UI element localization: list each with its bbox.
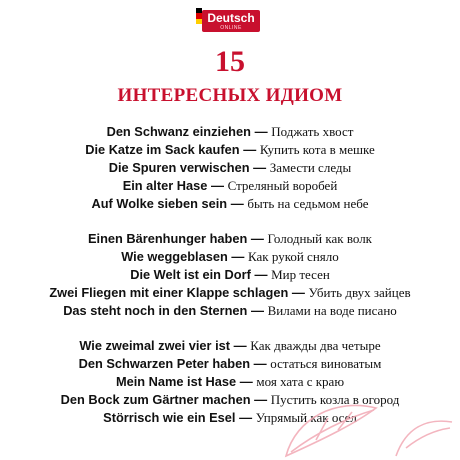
russian-translation: Пустить козла в огород [270,392,400,407]
german-idiom: Den Bock zum Gärtner machen [60,392,251,407]
separator-dash: — [210,178,224,193]
separator-dash: — [239,410,253,425]
separator-dash: — [239,374,253,389]
russian-translation: Замести следы [269,160,352,175]
idiom-list [0,123,460,444]
idiom-row [0,302,460,320]
page-title: ИНТЕРЕСНЫХ ИДИОМ [117,85,343,106]
separator-dash: — [233,338,247,353]
russian-translation: Купить кота в мешке [259,142,375,157]
german-idiom: Das steht noch in den Sternen [63,303,248,318]
separator-dash: — [250,303,264,318]
idiom-row [0,266,460,284]
idiom-row [0,123,460,141]
idiom-row [0,248,460,266]
idiom-row [0,177,460,195]
german-idiom: Einen Bärenhunger haben [88,231,248,246]
separator-dash: — [254,124,268,139]
german-idiom: Mein Name ist Hase [115,374,237,389]
idiom-row [0,355,460,373]
russian-translation: моя хата с краю [256,374,345,389]
german-idiom: Störrisch wie ein Esel [103,410,236,425]
separator-dash: — [253,160,267,175]
russian-translation: Как дважды два четыре [250,338,381,353]
idiom-group [0,123,460,213]
deutsch-online-logo [196,8,264,34]
russian-translation: Мир тесен [271,267,330,282]
russian-translation: Поджать хвост [271,124,354,139]
german-idiom: Wie weggeblasen [121,249,228,264]
idiom-row [0,337,460,355]
logo-word: Deutsch [207,11,255,25]
separator-dash: — [253,356,267,371]
russian-translation: Убить двух зайцев [308,285,411,300]
german-idiom: Ein alter Hase [122,178,208,193]
german-idiom: Zwei Fliegen mit einer Klappe schlagen [49,285,289,300]
logo-badge [202,10,260,32]
russian-translation: остаться виноватым [270,356,382,371]
idiom-row [0,373,460,391]
separator-dash: — [230,196,244,211]
german-idiom: Die Spuren verwischen [108,160,250,175]
idiom-row [0,195,460,213]
separator-dash: — [250,231,264,246]
idiom-row [0,230,460,248]
german-idiom: Wie zweimal zwei vier ist [79,338,231,353]
russian-translation: Как рукой сняло [248,249,339,264]
german-idiom: Auf Wolke sieben sein [91,196,228,211]
idiom-row [0,409,460,427]
idiom-row [0,141,460,159]
russian-translation: Стреляный воробей [227,178,338,193]
idiom-group [0,337,460,427]
separator-dash: — [231,249,245,264]
german-idiom: Die Welt ist ein Dorf [130,267,251,282]
separator-dash: — [243,142,257,157]
russian-translation: быть на седьмом небе [247,196,369,211]
russian-translation: Вилами на воде писано [267,303,397,318]
idiom-count: 15 [215,45,245,78]
separator-dash: — [291,285,305,300]
separator-dash: — [254,392,268,407]
idiom-row [0,391,460,409]
german-idiom: Die Katze im Sack kaufen [85,142,240,157]
german-idiom: Den Schwarzen Peter haben [78,356,251,371]
idiom-row [0,284,460,302]
separator-dash: — [254,267,268,282]
idiom-group [0,230,460,320]
german-idiom: Den Schwanz einziehen [106,124,251,139]
russian-translation: Голодный как волк [267,231,372,246]
russian-translation: Упрямый как осел [255,410,357,425]
logo-subword: ONLINE [220,25,242,31]
idiom-row [0,159,460,177]
